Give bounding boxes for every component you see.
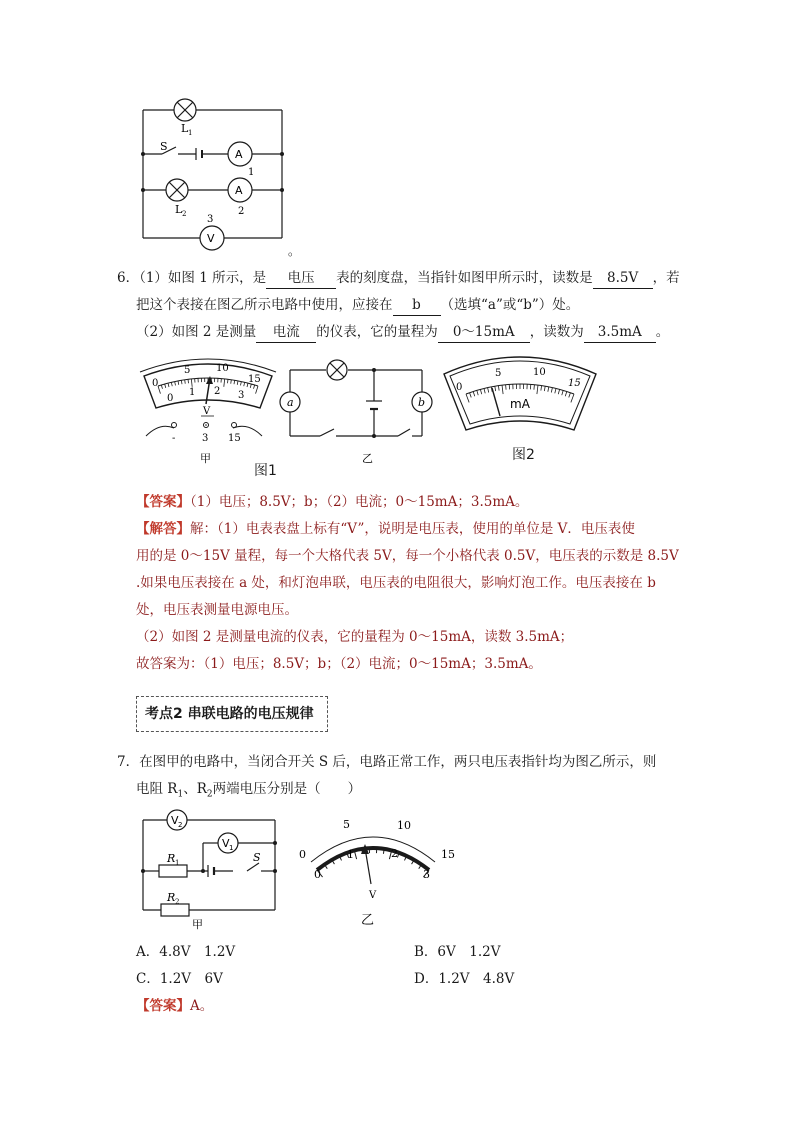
fig2-milliammeter xyxy=(440,350,600,450)
fig1-voltmeter-dial xyxy=(138,356,278,466)
q6-blank-6: 3.5mA xyxy=(584,322,656,343)
ammeter-2-label: A xyxy=(235,184,243,197)
q6-p2-text-a: （2）如图 2 是测量 xyxy=(136,324,257,340)
fig1-jia-label: 甲 xyxy=(200,452,211,465)
q6-answer-text: （1）电压；8.5V；b；（2）电流；0～15mA；3.5mA。 xyxy=(190,494,529,510)
period-mark: 。 xyxy=(288,244,301,258)
fig7-scale-top-0: 0 xyxy=(299,848,306,861)
fig1-scale-bottom-1: 1 xyxy=(189,387,196,398)
fig7-scale-bottom-2: 2 xyxy=(391,847,398,860)
q6-p2-text-d: 。 xyxy=(655,324,670,340)
q6-blank-2: 8.5V xyxy=(593,268,653,289)
fig1-terminal-3: 3 xyxy=(202,433,209,444)
q6-p2-text-b: 的仪表，它的量程为 xyxy=(316,324,438,340)
q7-number: 7． xyxy=(117,754,140,770)
q6-p1-text-e: （选填“a”或“b”）处。 xyxy=(440,297,580,313)
fig1-scale-top-0: 0 xyxy=(152,378,159,389)
q6-solution-line1 xyxy=(136,519,635,539)
voltmeter-label: V xyxy=(207,232,215,245)
q6-answer-line xyxy=(136,492,528,512)
fig7-jia-circuit xyxy=(135,808,285,933)
label-L2-sub: 2 xyxy=(182,210,187,218)
q7-option-D[interactable]: D．1.2V 4.8V xyxy=(414,971,515,987)
dial-tick xyxy=(502,385,503,394)
fig2-caption: 图2 xyxy=(512,447,535,463)
fig7-voltmeter-1: V xyxy=(222,837,230,850)
q6-blank-1: 电压 xyxy=(266,268,336,289)
q7-answer-line xyxy=(136,996,213,1016)
dial-tick xyxy=(544,386,545,391)
fig2-scale-0: 0 xyxy=(456,382,463,393)
label-L2: L xyxy=(175,203,183,216)
dial-tick xyxy=(551,388,552,393)
fig7-voltmeter-1-sub: 1 xyxy=(229,844,234,852)
q7-option-C[interactable]: C．1.2V 6V xyxy=(136,971,223,987)
fig7-yi-dial xyxy=(295,812,465,932)
dial-tick xyxy=(470,393,472,398)
q7-text-2a: 电阻 R xyxy=(136,781,178,797)
q6-solution-text-2: 用的是 0～15V 量程，每一个大格代表 5V，每一个小格代表 0.5V，电压表的示数是 8.5V xyxy=(136,548,679,564)
fig2-needle xyxy=(492,388,500,416)
fig7-scale-bottom-1: 1 xyxy=(347,848,354,861)
q6-line1 xyxy=(117,268,680,289)
q6-blank-4: 电流 xyxy=(256,322,316,343)
q6-p1-text-b: 表的刻度盘，当指针如图甲所示时，读数是 xyxy=(336,270,593,286)
q6-solution-text-6: 故答案为：（1）电压；8.5V；b；（2）电流；0～15mA；3.5mA。 xyxy=(136,656,542,672)
fig7-scale-top-15: 15 xyxy=(441,848,455,861)
ammeter-2-number: 2 xyxy=(238,206,245,217)
dial-tick xyxy=(171,382,172,386)
topic-heading: 考点2 串联电路的电压规律 xyxy=(136,696,328,732)
dial-tick xyxy=(477,390,478,395)
fig1-scale-bottom-2: 2 xyxy=(214,386,221,397)
dial-tick xyxy=(188,379,189,383)
dial-tick xyxy=(168,383,169,387)
q6-line3 xyxy=(136,322,669,343)
dial-tick xyxy=(227,379,228,383)
fig7-R2-sub: 2 xyxy=(175,898,180,906)
fig1-scale-top-5: 5 xyxy=(184,365,191,376)
fig1-yi-circuit xyxy=(278,358,438,468)
dial-tick xyxy=(537,385,538,394)
dial-tick xyxy=(240,382,241,386)
dial-tick xyxy=(254,385,255,389)
q6-line2 xyxy=(136,295,579,316)
fig7-voltmeter-2: V xyxy=(171,814,179,827)
q6-number: 6． xyxy=(117,270,140,286)
q6-solution-text-5: （2）如图 2 是测量电流的仪表，它的量程为 0～15mA，读数 3.5mA； xyxy=(136,629,574,645)
fig7-R1: R xyxy=(167,852,176,865)
fig7-scale-top-10: 10 xyxy=(397,819,411,832)
dial-tick xyxy=(231,380,232,384)
q7-line1 xyxy=(117,752,656,772)
top-circuit-diagram xyxy=(130,95,310,260)
q7-answer-text: A。 xyxy=(190,998,214,1014)
q6-answer-tag: 【答案】 xyxy=(136,494,190,510)
fig7-scale-bottom-3: 3 xyxy=(423,868,430,881)
fig1-scale-top-15: 15 xyxy=(248,374,261,385)
dial-tick xyxy=(175,382,176,386)
q7-text-2b: 、R xyxy=(183,781,207,797)
dial-tick xyxy=(565,392,567,397)
fig2-unit: mA xyxy=(510,397,530,411)
fig2-scale-5: 5 xyxy=(495,368,502,379)
q7-sub-2: 2 xyxy=(206,789,213,800)
q7-answer-tag: 【答案】 xyxy=(136,998,190,1014)
dial-tick xyxy=(558,389,559,394)
q6-blank-3: b xyxy=(393,295,441,316)
dial-tick xyxy=(185,380,186,384)
dial-tick xyxy=(562,390,563,395)
label-S: S xyxy=(160,140,168,153)
dial-tick xyxy=(165,384,166,388)
dial-tick xyxy=(548,387,549,392)
q6-p1-text-c: ，若 xyxy=(652,270,680,286)
fig7-R1-sub: 1 xyxy=(175,859,180,867)
dial-tick xyxy=(234,380,235,384)
fig7-switch-S: S xyxy=(253,851,261,864)
dial-tick xyxy=(224,379,225,387)
dial-tick xyxy=(237,381,238,385)
dial-tick xyxy=(498,386,499,391)
q7-text-2c: 两端电压分别是（ ） xyxy=(212,781,362,797)
dial-tick xyxy=(484,388,485,393)
fig1-terminal-minus: - xyxy=(172,433,176,444)
ammeter-1-number: 1 xyxy=(248,167,255,178)
dial-tick xyxy=(178,381,179,385)
dial-tick xyxy=(541,386,542,391)
q7-line2 xyxy=(136,779,361,805)
fig1-caption: 图1 xyxy=(254,463,277,479)
fig1-point-a: a xyxy=(287,396,294,409)
dial-tick xyxy=(488,388,489,393)
fig7-R2: R xyxy=(167,891,176,904)
q6-solution-text-4: 处，电压表测量电源电压。 xyxy=(136,602,298,618)
fig2-scale-15: 15 xyxy=(568,378,581,389)
ammeter-1-label: A xyxy=(235,148,243,161)
voltmeter-number: 3 xyxy=(207,214,214,225)
q7-text-1: 在图甲的电路中，当闭合开关 S 后，电路正常工作，两只电压表指针均为图乙所示，则 xyxy=(139,754,657,770)
fig7-voltmeter-2-sub: 2 xyxy=(178,821,183,829)
dial-tick xyxy=(571,394,574,402)
q6-p1-text-d: 把这个表接在图乙所示电路中使用，应接在 xyxy=(136,297,393,313)
dial-tick xyxy=(244,382,245,386)
fig1-point-b: b xyxy=(418,396,426,409)
q6-solution-tag: 【解答】 xyxy=(136,521,190,537)
fig2-scale-10: 10 xyxy=(533,367,546,378)
dial-tick xyxy=(181,380,182,384)
q6-solution-text-1: 解：（1）电表表盘上标有“V”，说明是电压表，使用的单位是 V．电压表使 xyxy=(190,521,635,537)
fig7-yi-label: 乙 xyxy=(361,913,375,928)
fig1-scale-bottom-3: 3 xyxy=(238,390,245,401)
q7-option-B[interactable]: B．6V 1.2V xyxy=(414,944,501,960)
q7-sub-1: 1 xyxy=(177,789,184,800)
q6-p2-text-c: ，读数为 xyxy=(529,324,584,340)
q6-solution-text-3: .如果电压表接在 a 处，和灯泡串联，电压表的电阻很大，影响灯泡工作。电压表接在 b xyxy=(136,575,656,591)
q7-option-A[interactable]: A．4.8V 1.2V xyxy=(136,944,236,960)
q6-blank-5: 0～15mA xyxy=(438,322,530,343)
dial-tick xyxy=(161,385,162,389)
dial-tick xyxy=(480,389,481,394)
dial-tick xyxy=(466,394,469,402)
fig7-scale-bottom-0: 0 xyxy=(314,868,321,881)
fig1-scale-top-10: 10 xyxy=(216,363,229,374)
fig7-jia-label: 甲 xyxy=(192,918,203,931)
fig1-terminal-15: 15 xyxy=(228,433,241,444)
dial-tick xyxy=(191,379,192,387)
dial-tick xyxy=(473,392,475,397)
dial-tick xyxy=(495,386,496,391)
fig7-unit: V xyxy=(369,890,377,901)
fig1-scale-bottom-0: 0 xyxy=(167,393,174,404)
fig1-yi-label: 乙 xyxy=(362,452,373,465)
fig7-scale-top-5: 5 xyxy=(343,818,350,831)
label-L1: L xyxy=(181,122,189,135)
q6-p1-text-a: （1）如图 1 所示，是 xyxy=(139,270,267,286)
dial-tick xyxy=(555,388,556,393)
dial-tick xyxy=(256,386,258,394)
fig1-unit: V xyxy=(203,406,211,417)
label-L1-sub: 1 xyxy=(188,129,193,137)
dial-tick xyxy=(569,393,571,398)
